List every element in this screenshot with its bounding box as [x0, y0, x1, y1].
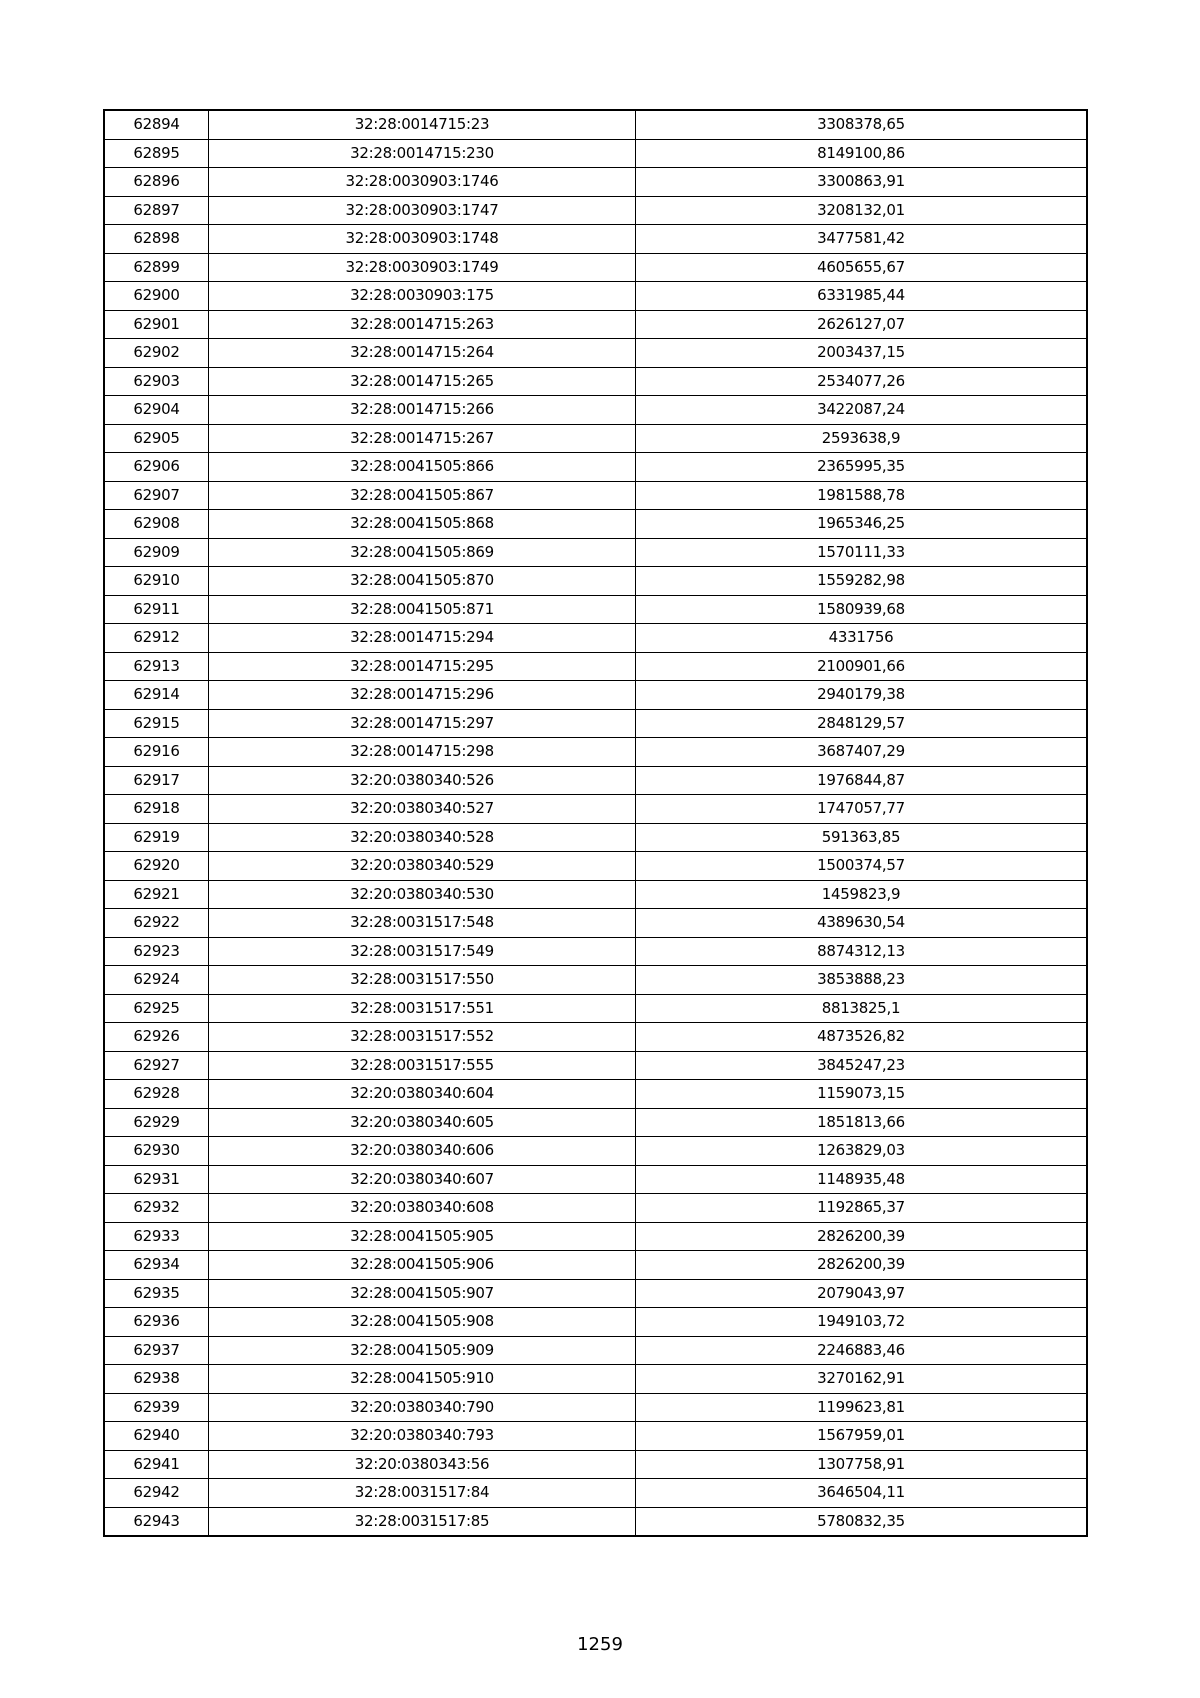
row-number-cell: 62940 — [104, 1422, 209, 1451]
cadastral-value-cell: 3477581,42 — [636, 225, 1088, 254]
row-number-cell: 62918 — [104, 795, 209, 824]
cadastral-value-cell: 4389630,54 — [636, 909, 1088, 938]
cadastral-number-cell: 32:20:0380340:528 — [209, 823, 636, 852]
cadastral-value-cell: 2826200,39 — [636, 1222, 1088, 1251]
table-row — [104, 795, 1087, 824]
cadastral-number-cell: 32:28:0014715:298 — [209, 738, 636, 767]
cadastral-number-cell: 32:28:0041505:908 — [209, 1308, 636, 1337]
table-row — [104, 282, 1087, 311]
cadastral-number-cell: 32:20:0380340:793 — [209, 1422, 636, 1451]
row-number-cell: 62895 — [104, 139, 209, 168]
cadastral-value-cell: 1263829,03 — [636, 1137, 1088, 1166]
cadastral-number-cell: 32:28:0031517:555 — [209, 1051, 636, 1080]
row-number-cell: 62897 — [104, 196, 209, 225]
cadastral-value-cell: 1192865,37 — [636, 1194, 1088, 1223]
cadastral-value-cell: 2246883,46 — [636, 1336, 1088, 1365]
row-number-cell: 62919 — [104, 823, 209, 852]
row-number-cell: 62929 — [104, 1108, 209, 1137]
row-number-cell: 62935 — [104, 1279, 209, 1308]
cadastral-value-cell: 3300863,91 — [636, 168, 1088, 197]
cadastral-value-cell: 3208132,01 — [636, 196, 1088, 225]
cadastral-number-cell: 32:28:0031517:551 — [209, 994, 636, 1023]
table-row — [104, 1507, 1087, 1536]
row-number-cell: 62927 — [104, 1051, 209, 1080]
cadastral-number-cell: 32:28:0031517:552 — [209, 1023, 636, 1052]
cadastral-value-cell: 2079043,97 — [636, 1279, 1088, 1308]
cadastral-value-cell: 2593638,9 — [636, 424, 1088, 453]
cadastral-number-cell: 32:28:0030903:1747 — [209, 196, 636, 225]
table-row — [104, 880, 1087, 909]
cadastral-number-cell: 32:20:0380340:607 — [209, 1165, 636, 1194]
table-row — [104, 624, 1087, 653]
row-number-cell: 62915 — [104, 709, 209, 738]
table-row — [104, 652, 1087, 681]
cadastral-number-cell: 32:28:0014715:230 — [209, 139, 636, 168]
table-row — [104, 225, 1087, 254]
cadastral-number-cell: 32:28:0014715:263 — [209, 310, 636, 339]
table-row — [104, 1194, 1087, 1223]
row-number-cell: 62901 — [104, 310, 209, 339]
cadastral-value-cell: 1307758,91 — [636, 1450, 1088, 1479]
table-row — [104, 538, 1087, 567]
cadastral-value-cell: 8149100,86 — [636, 139, 1088, 168]
row-number-cell: 62942 — [104, 1479, 209, 1508]
row-number-cell: 62934 — [104, 1251, 209, 1280]
cadastral-value-cell: 1148935,48 — [636, 1165, 1088, 1194]
cadastral-value-cell: 3646504,11 — [636, 1479, 1088, 1508]
row-number-cell: 62912 — [104, 624, 209, 653]
cadastral-value-cell: 3270162,91 — [636, 1365, 1088, 1394]
cadastral-number-cell: 32:20:0380340:529 — [209, 852, 636, 881]
row-number-cell: 62939 — [104, 1393, 209, 1422]
table-body — [104, 110, 1087, 1536]
cadastral-number-cell: 32:28:0041505:907 — [209, 1279, 636, 1308]
cadastral-value-table — [103, 109, 1088, 1537]
cadastral-number-cell: 32:20:0380340:526 — [209, 766, 636, 795]
cadastral-number-cell: 32:28:0014715:264 — [209, 339, 636, 368]
cadastral-value-cell: 4331756 — [636, 624, 1088, 653]
table-row — [104, 339, 1087, 368]
row-number-cell: 62931 — [104, 1165, 209, 1194]
row-number-cell: 62898 — [104, 225, 209, 254]
table-row — [104, 595, 1087, 624]
page-number: 1259 — [577, 1634, 623, 1655]
row-number-cell: 62913 — [104, 652, 209, 681]
row-number-cell: 62936 — [104, 1308, 209, 1337]
cadastral-value-cell: 8874312,13 — [636, 937, 1088, 966]
cadastral-value-cell: 1199623,81 — [636, 1393, 1088, 1422]
table-row — [104, 424, 1087, 453]
cadastral-number-cell: 32:28:0041505:866 — [209, 453, 636, 482]
table-row — [104, 367, 1087, 396]
table-row — [104, 196, 1087, 225]
cadastral-value-cell: 2534077,26 — [636, 367, 1088, 396]
table-row — [104, 1080, 1087, 1109]
row-number-cell: 62917 — [104, 766, 209, 795]
table-row — [104, 453, 1087, 482]
table-row — [104, 823, 1087, 852]
table-row — [104, 1023, 1087, 1052]
cadastral-value-cell: 1580939,68 — [636, 595, 1088, 624]
cadastral-number-cell: 32:28:0041505:868 — [209, 510, 636, 539]
cadastral-number-cell: 32:28:0014715:294 — [209, 624, 636, 653]
row-number-cell: 62941 — [104, 1450, 209, 1479]
row-number-cell: 62923 — [104, 937, 209, 966]
cadastral-value-cell: 5780832,35 — [636, 1507, 1088, 1536]
cadastral-value-cell: 2100901,66 — [636, 652, 1088, 681]
table-row — [104, 1251, 1087, 1280]
cadastral-value-cell: 1567959,01 — [636, 1422, 1088, 1451]
cadastral-number-cell: 32:28:0030903:175 — [209, 282, 636, 311]
row-number-cell: 62920 — [104, 852, 209, 881]
cadastral-number-cell: 32:20:0380340:790 — [209, 1393, 636, 1422]
cadastral-number-cell: 32:20:0380340:604 — [209, 1080, 636, 1109]
cadastral-value-cell: 3308378,65 — [636, 110, 1088, 139]
cadastral-number-cell: 32:28:0014715:295 — [209, 652, 636, 681]
table-row — [104, 168, 1087, 197]
cadastral-value-cell: 1500374,57 — [636, 852, 1088, 881]
row-number-cell: 62899 — [104, 253, 209, 282]
cadastral-value-cell: 3853888,23 — [636, 966, 1088, 995]
table-row — [104, 738, 1087, 767]
cadastral-value-cell: 1965346,25 — [636, 510, 1088, 539]
row-number-cell: 62933 — [104, 1222, 209, 1251]
row-number-cell: 62894 — [104, 110, 209, 139]
table-row — [104, 567, 1087, 596]
row-number-cell: 62903 — [104, 367, 209, 396]
table-row — [104, 681, 1087, 710]
row-number-cell: 62896 — [104, 168, 209, 197]
cadastral-number-cell: 32:20:0380343:56 — [209, 1450, 636, 1479]
cadastral-number-cell: 32:20:0380340:527 — [209, 795, 636, 824]
cadastral-value-cell: 6331985,44 — [636, 282, 1088, 311]
row-number-cell: 62900 — [104, 282, 209, 311]
cadastral-number-cell: 32:20:0380340:605 — [209, 1108, 636, 1137]
cadastral-number-cell: 32:28:0014715:266 — [209, 396, 636, 425]
cadastral-value-cell: 2626127,07 — [636, 310, 1088, 339]
cadastral-value-cell: 2940179,38 — [636, 681, 1088, 710]
cadastral-number-cell: 32:28:0031517:549 — [209, 937, 636, 966]
cadastral-number-cell: 32:28:0014715:267 — [209, 424, 636, 453]
cadastral-number-cell: 32:28:0041505:869 — [209, 538, 636, 567]
cadastral-value-cell: 1851813,66 — [636, 1108, 1088, 1137]
cadastral-value-cell: 1976844,87 — [636, 766, 1088, 795]
row-number-cell: 62905 — [104, 424, 209, 453]
cadastral-number-cell: 32:28:0030903:1746 — [209, 168, 636, 197]
row-number-cell: 62921 — [104, 880, 209, 909]
table-row — [104, 1450, 1087, 1479]
table-row — [104, 966, 1087, 995]
table-row — [104, 1393, 1087, 1422]
row-number-cell: 62914 — [104, 681, 209, 710]
row-number-cell: 62916 — [104, 738, 209, 767]
cadastral-number-cell: 32:28:0014715:265 — [209, 367, 636, 396]
cadastral-number-cell: 32:28:0041505:871 — [209, 595, 636, 624]
row-number-cell: 62909 — [104, 538, 209, 567]
table-row — [104, 1279, 1087, 1308]
table-row — [104, 481, 1087, 510]
cadastral-number-cell: 32:20:0380340:606 — [209, 1137, 636, 1166]
cadastral-number-cell: 32:28:0041505:910 — [209, 1365, 636, 1394]
table-row — [104, 1222, 1087, 1251]
row-number-cell: 62938 — [104, 1365, 209, 1394]
cadastral-value-cell: 2848129,57 — [636, 709, 1088, 738]
table-row — [104, 1308, 1087, 1337]
cadastral-number-cell: 32:28:0014715:297 — [209, 709, 636, 738]
table-row — [104, 709, 1087, 738]
row-number-cell: 62925 — [104, 994, 209, 1023]
cadastral-number-cell: 32:28:0041505:867 — [209, 481, 636, 510]
row-number-cell: 62902 — [104, 339, 209, 368]
table-row — [104, 510, 1087, 539]
cadastral-value-cell: 3422087,24 — [636, 396, 1088, 425]
table-row — [104, 253, 1087, 282]
cadastral-number-cell: 32:28:0041505:906 — [209, 1251, 636, 1280]
table-row — [104, 110, 1087, 139]
cadastral-value-cell: 2365995,35 — [636, 453, 1088, 482]
table-row — [104, 139, 1087, 168]
row-number-cell: 62911 — [104, 595, 209, 624]
cadastral-number-cell: 32:28:0031517:548 — [209, 909, 636, 938]
cadastral-value-cell: 1559282,98 — [636, 567, 1088, 596]
cadastral-value-cell: 1459823,9 — [636, 880, 1088, 909]
table-row — [104, 1336, 1087, 1365]
table-row — [104, 396, 1087, 425]
row-number-cell: 62932 — [104, 1194, 209, 1223]
cadastral-value-cell: 8813825,1 — [636, 994, 1088, 1023]
cadastral-number-cell: 32:28:0030903:1748 — [209, 225, 636, 254]
table-row — [104, 852, 1087, 881]
row-number-cell: 62926 — [104, 1023, 209, 1052]
cadastral-number-cell: 32:28:0041505:905 — [209, 1222, 636, 1251]
cadastral-value-cell: 2003437,15 — [636, 339, 1088, 368]
cadastral-number-cell: 32:28:0031517:84 — [209, 1479, 636, 1508]
row-number-cell: 62908 — [104, 510, 209, 539]
cadastral-number-cell: 32:28:0014715:296 — [209, 681, 636, 710]
table-row — [104, 1365, 1087, 1394]
cadastral-number-cell: 32:20:0380340:530 — [209, 880, 636, 909]
cadastral-value-cell: 1981588,78 — [636, 481, 1088, 510]
row-number-cell: 62943 — [104, 1507, 209, 1536]
row-number-cell: 62906 — [104, 453, 209, 482]
cadastral-value-cell: 591363,85 — [636, 823, 1088, 852]
cadastral-value-cell: 4605655,67 — [636, 253, 1088, 282]
row-number-cell: 62928 — [104, 1080, 209, 1109]
row-number-cell: 62924 — [104, 966, 209, 995]
cadastral-number-cell: 32:20:0380340:608 — [209, 1194, 636, 1223]
table-row — [104, 1165, 1087, 1194]
cadastral-number-cell: 32:28:0041505:870 — [209, 567, 636, 596]
row-number-cell: 62907 — [104, 481, 209, 510]
cadastral-value-cell: 1159073,15 — [636, 1080, 1088, 1109]
cadastral-value-cell: 3845247,23 — [636, 1051, 1088, 1080]
cadastral-value-cell: 3687407,29 — [636, 738, 1088, 767]
cadastral-value-cell: 2826200,39 — [636, 1251, 1088, 1280]
row-number-cell: 62922 — [104, 909, 209, 938]
table-row — [104, 909, 1087, 938]
row-number-cell: 62930 — [104, 1137, 209, 1166]
table-row — [104, 937, 1087, 966]
row-number-cell: 62904 — [104, 396, 209, 425]
cadastral-number-cell: 32:28:0030903:1749 — [209, 253, 636, 282]
table-row — [104, 310, 1087, 339]
cadastral-number-cell: 32:28:0031517:550 — [209, 966, 636, 995]
table-row — [104, 1479, 1087, 1508]
table-row — [104, 1422, 1087, 1451]
cadastral-value-cell: 1570111,33 — [636, 538, 1088, 567]
cadastral-number-cell: 32:28:0041505:909 — [209, 1336, 636, 1365]
table-row — [104, 994, 1087, 1023]
table-row — [104, 1137, 1087, 1166]
row-number-cell: 62937 — [104, 1336, 209, 1365]
row-number-cell: 62910 — [104, 567, 209, 596]
cadastral-number-cell: 32:28:0031517:85 — [209, 1507, 636, 1536]
cadastral-value-cell: 1747057,77 — [636, 795, 1088, 824]
cadastral-value-cell: 1949103,72 — [636, 1308, 1088, 1337]
table-row — [104, 1051, 1087, 1080]
cadastral-value-cell: 4873526,82 — [636, 1023, 1088, 1052]
cadastral-number-cell: 32:28:0014715:23 — [209, 110, 636, 139]
table-row — [104, 1108, 1087, 1137]
table-row — [104, 766, 1087, 795]
